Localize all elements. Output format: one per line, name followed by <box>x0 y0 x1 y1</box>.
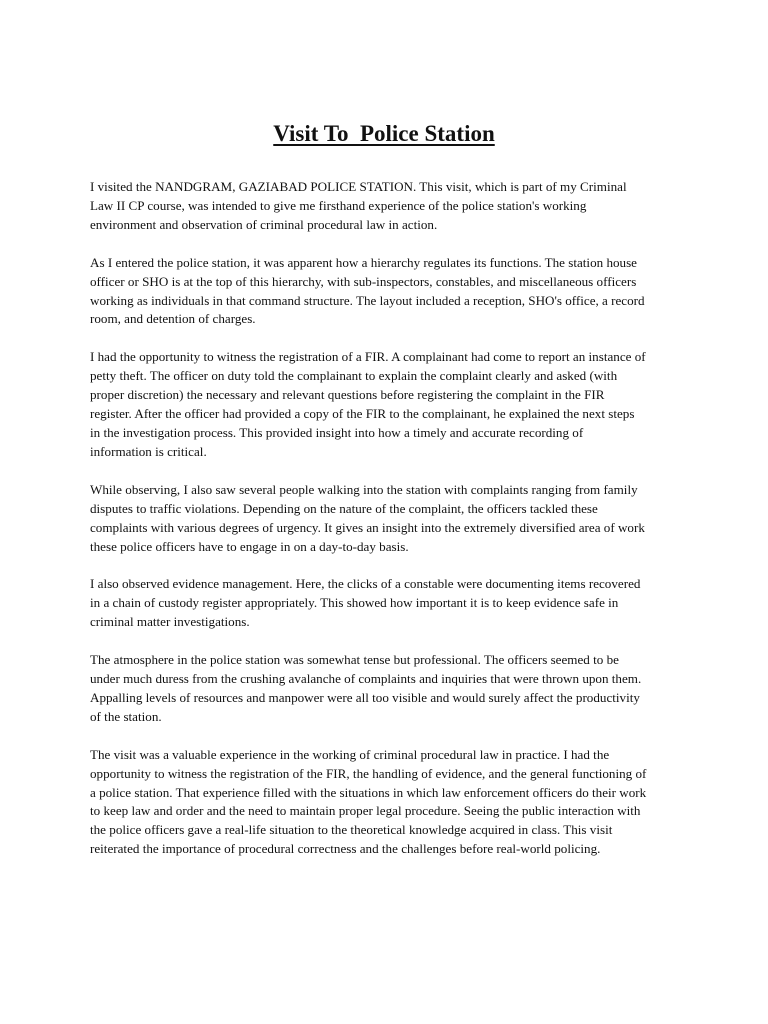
paragraph-atmosphere: The atmosphere in the police station was somewhat tense but professional. The officers seemed to be under much duress from the crushing avalanche of complaints and inquiries that were thrown upon them. Appalling levels of resources and manpower were all too visible and would surely affect the productivity of the station. <box>90 652 642 724</box>
paragraph-evidence: I also observed evidence management. Here, the clicks of a constable were documenting items recovered in a chain of custody register appropriately. This showed how important it is to keep evidence safe in criminal matter investigations. <box>90 576 641 630</box>
paragraph-intro: I visited the NANDGRAM, GAZIABAD POLICE STATION. This visit, which is part of my Criminal Law II CP course, was intended to give me firsthand experience of the police station's working environment and observation of criminal procedural law in action. <box>90 179 627 232</box>
paragraph-hierarchy: As I entered the police station, it was apparent how a hierarchy regulates its functions. The station house officer or SHO is at the top of this hierarchy, with sub-inspectors, constables, and miscellaneous officers working as individuals in that command structure. The layout included a reception, SHO's office, a record room, and detention of charges. <box>90 254 645 327</box>
paragraph-fir-registration: I had the opportunity to witness the registration of a FIR. A complainant had come to report an instance of petty theft. The officer on duty told the complainant to explain the complaint clearly and asked (with proper discretion) the necessary and relevant questions before registering the complaint in the FIR register. After the officer had provided a copy of the FIR to the complainant, he explained the next steps in the investigation process. This provided insight into how a timely and accurate recording of information is critical. <box>90 349 646 459</box>
document-body <box>90 178 688 878</box>
paragraph-complaints: While observing, I also saw several people walking into the station with complaints ranging from family disputes to traffic violations. Depending on the nature of the complaint, the officers tackled these complaints with various degrees of urgency. It gives an insight into the extremely diversified area of work these police officers have to engage in on a day-to-day basis. <box>90 481 645 554</box>
paragraph-conclusion: The visit was a valuable experience in the working of criminal procedural law in practice. I had the opportunity to witness the registration of the FIR, the handling of evidence, and the general functioning of a police station. That experience filled with the situations in which law enforcement officers do their work to keep law and order and the need to maintain proper legal procedure. Seeing the public interaction with the police officers gave a real-life situation to the theoretical knowledge acquired in class. This visit reiterated the importance of procedural correctness and the challenges before real-world policing. <box>90 746 647 857</box>
document-title: Visit To Police Station <box>273 121 495 146</box>
